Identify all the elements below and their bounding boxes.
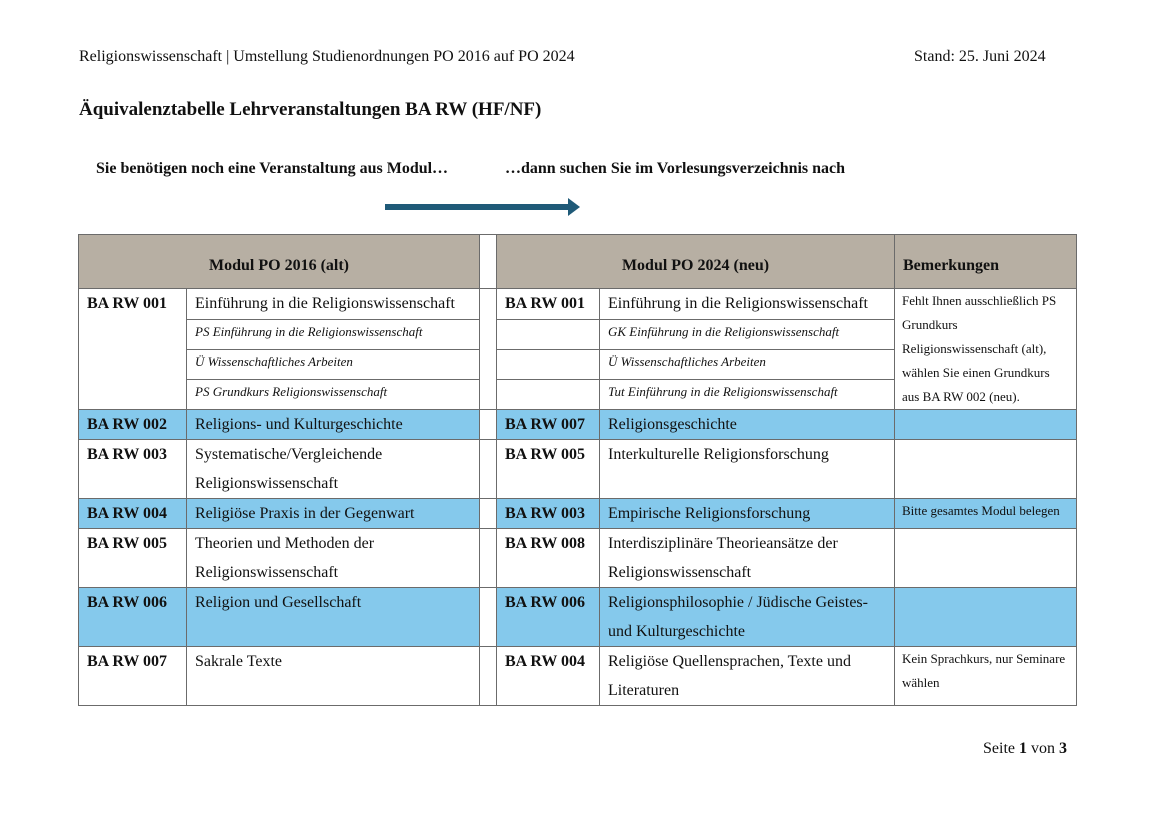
total-pages: 3: [1059, 740, 1067, 757]
page-title: Äquivalenztabelle Lehrveranstaltungen BA RW (HF/NF): [79, 99, 542, 120]
new-module-title: Religiöse Quellensprachen, Texte und Literaturen: [600, 647, 895, 706]
old-module-code: BA RW 007: [79, 647, 187, 706]
column-separator: [480, 647, 497, 706]
remark: Bitte gesamtes Modul belegen: [895, 499, 1077, 529]
table-row: [79, 440, 1077, 499]
old-module-code: BA RW 005: [79, 529, 187, 588]
new-module-code: BA RW 006: [497, 588, 600, 647]
new-module-code: BA RW 003: [497, 499, 600, 529]
old-module-title: Sakrale Texte: [187, 647, 480, 706]
header-date: Stand: 25. Juni 2024: [914, 48, 1046, 65]
arrow-right-icon: [384, 197, 584, 217]
empty-cell: [497, 380, 600, 410]
remark: Fehlt Ihnen ausschließlich PS Grundkurs Religionswissenschaft (alt), wählen Sie einen Grundkurs aus BA RW 002 (neu).: [895, 289, 1077, 410]
header-document-title: Religionswissenschaft | Umstellung Studienordnungen PO 2016 auf PO 2024: [79, 48, 575, 65]
table-row: [79, 410, 1077, 440]
new-module-title: Religionsgeschichte: [600, 410, 895, 440]
new-course: GK Einführung in die Religionswissenschaft: [600, 320, 895, 350]
page-of-label: von: [1031, 740, 1055, 757]
old-course: Ü Wissenschaftliches Arbeiten: [187, 350, 480, 380]
remark: Kein Sprachkurs, nur Seminare wählen: [895, 647, 1077, 706]
old-module-title: Einführung in die Religionswissenschaft: [187, 289, 480, 320]
column-separator: [480, 499, 497, 529]
empty-cell: [497, 320, 600, 350]
remark: [895, 410, 1077, 440]
table-row: [79, 289, 1077, 320]
column-separator: [480, 588, 497, 647]
column-separator: [480, 235, 497, 289]
header-old-module: Modul PO 2016 (alt): [79, 235, 480, 289]
column-separator: [480, 410, 497, 440]
remark: [895, 529, 1077, 588]
new-module-title: Empirische Religionsforschung: [600, 499, 895, 529]
table-header-row: [79, 235, 1077, 289]
new-module-code: BA RW 005: [497, 440, 600, 499]
page-number: [983, 740, 1067, 758]
current-page: 1: [1019, 740, 1027, 757]
old-module-code: BA RW 003: [79, 440, 187, 499]
table-row: [79, 499, 1077, 529]
old-module-title: Religiöse Praxis in der Gegenwart: [187, 499, 480, 529]
table-row: [79, 588, 1077, 647]
new-module-code: BA RW 007: [497, 410, 600, 440]
remark: [895, 588, 1077, 647]
old-module-code: BA RW 001: [79, 289, 187, 410]
new-module-title: Einführung in die Religionswissenschaft: [600, 289, 895, 320]
old-module-title: Religions- und Kulturgeschichte: [187, 410, 480, 440]
new-module-code: BA RW 004: [497, 647, 600, 706]
column-separator: [480, 529, 497, 588]
old-module-title: Systematische/Vergleichende Religionswissenschaft: [187, 440, 480, 499]
old-course: PS Grundkurs Religionswissenschaft: [187, 380, 480, 410]
old-module-code: BA RW 006: [79, 588, 187, 647]
new-course: Tut Einführung in die Religionswissenschaft: [600, 380, 895, 410]
table-row: [79, 647, 1077, 706]
equivalence-table: [78, 234, 1077, 706]
new-module-title: Interkulturelle Religionsforschung: [600, 440, 895, 499]
old-module-title: Theorien und Methoden der Religionswissenschaft: [187, 529, 480, 588]
old-module-code: BA RW 002: [79, 410, 187, 440]
new-course: Ü Wissenschaftliches Arbeiten: [600, 350, 895, 380]
page-label: Seite: [983, 740, 1015, 757]
header-new-module: Modul PO 2024 (neu): [497, 235, 895, 289]
remark: [895, 440, 1077, 499]
new-module-code: BA RW 001: [497, 289, 600, 320]
old-module-code: BA RW 004: [79, 499, 187, 529]
old-module-title: Religion und Gesellschaft: [187, 588, 480, 647]
new-module-code: BA RW 008: [497, 529, 600, 588]
instruction-right: …dann suchen Sie im Vorlesungsverzeichnis nach: [505, 160, 846, 177]
new-module-title: Interdisziplinäre Theorieansätze der Religionswissenschaft: [600, 529, 895, 588]
new-module-title: Religionsphilosophie / Jüdische Geistes- und Kulturgeschichte: [600, 588, 895, 647]
column-separator: [480, 289, 497, 410]
column-separator: [480, 440, 497, 499]
header-remarks: Bemerkungen: [895, 235, 1077, 289]
empty-cell: [497, 350, 600, 380]
old-course: PS Einführung in die Religionswissenschaft: [187, 320, 480, 350]
table-row: [79, 529, 1077, 588]
instruction-left: Sie benötigen noch eine Veranstaltung aus Modul…: [96, 160, 449, 177]
